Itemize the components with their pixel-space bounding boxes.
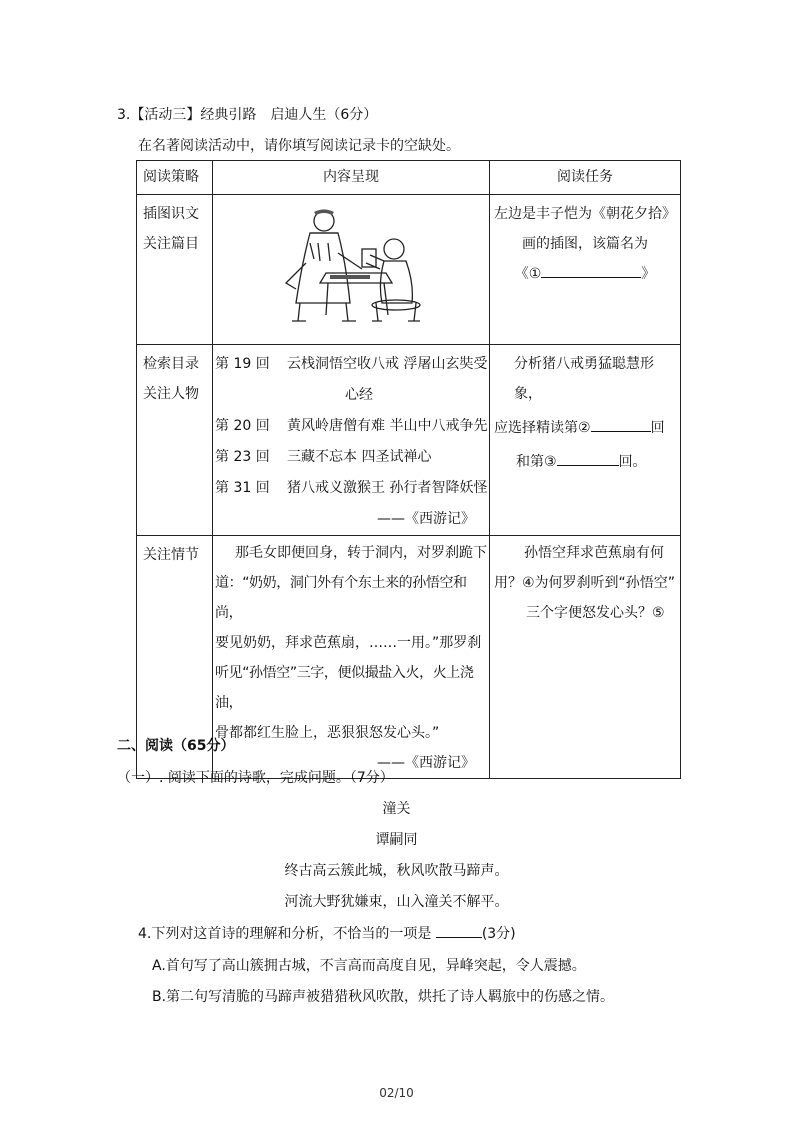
chapter-title: 心经	[345, 387, 373, 403]
task-cell	[490, 345, 681, 536]
question-3-title: 3.【活动三】经典引路 启迪人生（6分）	[117, 107, 378, 123]
task-line: 分析猪八戒勇猛聪慧形象，	[514, 356, 654, 402]
section-2-sub1: （一）. 阅读下面的诗歌，完成问题。（7分）	[117, 770, 394, 786]
answer-blank-2[interactable]	[591, 417, 651, 432]
task-line	[490, 259, 680, 289]
chapter-number: 第 31 回	[215, 480, 270, 496]
list-item	[213, 473, 489, 504]
question-4-score: (3分)	[481, 926, 516, 942]
blank-prefix: 和第③	[516, 454, 557, 470]
answer-blank-3[interactable]	[557, 451, 619, 466]
strategy-line: 插图识文	[143, 206, 199, 222]
list-item	[213, 411, 489, 442]
option-a: A.首句写了高山簇拥古城，不言高而高度自见，异峰突起，令人震撼。	[152, 958, 586, 974]
content-cell	[213, 195, 490, 345]
chapter-title: 黄风岭唐僧有难 半山中八戒争先	[287, 418, 488, 434]
task-line: 用？④为何罗刹听到“孙悟空”	[494, 575, 676, 591]
table-row	[137, 345, 681, 536]
task-cell	[490, 536, 681, 779]
chapter-list	[213, 349, 489, 535]
list-item	[213, 349, 489, 380]
passage-line: 听见“孙悟空”三字，便似撮盐入火，火上浇油，	[215, 665, 474, 711]
task-line: 孙悟空拜求芭蕉扇有何	[524, 545, 664, 561]
blank-suffix: 》	[641, 266, 656, 282]
list-item	[213, 380, 489, 411]
blank-prefix: 应选择精读第②	[494, 420, 591, 436]
strategy-cell: 关注情节	[137, 536, 213, 779]
reading-record-table	[136, 160, 681, 779]
chapter-title: 三藏不忘本 四圣试禅心	[287, 449, 432, 465]
answer-blank-4[interactable]	[436, 923, 482, 938]
poet-name: 谭嗣同	[375, 832, 418, 848]
page-number: 02/10	[379, 1086, 414, 1100]
illustration-image	[266, 203, 436, 333]
question-4-text: 4.下列对这首诗的理解和分析，不恰当的一项是	[138, 926, 432, 942]
task-line: 左边是丰子恺为《朝花夕拾》	[494, 206, 676, 222]
header-strategy: 阅读策略	[137, 161, 213, 195]
poem-line: 河流大野犹嫌束，山入潼关不解平。	[284, 894, 509, 910]
question-3-instruction: 在名著阅读活动中，请你填写阅读记录卡的空缺处。	[138, 138, 460, 154]
content-cell	[213, 536, 490, 779]
task-line: 三个字便怒发心头？⑤	[526, 605, 665, 621]
passage-line: 骨都都红生脸上，恶狠狠怒发心头。”	[215, 725, 440, 741]
passage-line: 道：“奶奶，洞门外有个东土来的孙悟空和尚，	[215, 575, 467, 621]
chapter-number: 第 23 回	[215, 449, 270, 465]
task-line	[490, 447, 680, 477]
passage-line: 要见奶奶，拜求芭蕉扇，……一用。”那罗刹	[215, 635, 482, 651]
strategy-line: 关注人物	[143, 386, 199, 402]
task-line	[490, 413, 680, 443]
content-cell	[213, 345, 490, 536]
chapter-title: 云栈洞悟空收八戒 浮屠山玄奘受	[287, 356, 488, 372]
strategy-line: 关注篇目	[143, 236, 199, 252]
chapter-title: 猪八戒义激猴王 孙行者智降妖怪	[287, 480, 488, 496]
question-4	[138, 923, 516, 943]
source-citation: ——《西游记》	[377, 511, 475, 527]
strategy-cell	[137, 195, 213, 345]
passage	[213, 538, 489, 778]
answer-blank-1[interactable]	[541, 263, 641, 278]
strategy-line: 检索目录	[143, 356, 199, 372]
poem-title: 潼关	[382, 801, 411, 817]
table-row	[137, 195, 681, 345]
strategy-cell	[137, 345, 213, 536]
option-b: B.第二句写清脆的马蹄声被猎猎秋风吹散，烘托了诗人羁旅中的伤感之情。	[152, 989, 615, 1005]
task-line: 画的插图，该篇名为	[522, 236, 648, 252]
chapter-number: 第 19 回	[215, 356, 270, 372]
source-citation: ——《西游记》	[377, 755, 475, 771]
list-item	[213, 442, 489, 473]
passage-line: 那毛女即便回身，转于洞内，对罗刹跪下	[235, 545, 487, 561]
header-content: 内容呈现	[213, 161, 490, 195]
chapter-number	[213, 380, 287, 411]
table-header-row	[137, 161, 681, 195]
chapter-number: 第 20 回	[215, 418, 270, 434]
blank-suffix: 回。	[618, 454, 647, 470]
section-2-title: 二、阅读（65分）	[117, 738, 235, 754]
blank-suffix: 回	[650, 420, 665, 436]
poem-line: 终古高云簇此城，秋风吹散马蹄声。	[284, 863, 509, 879]
blank-prefix: 《①	[514, 266, 542, 282]
header-task: 阅读任务	[490, 161, 681, 195]
task-cell	[490, 195, 681, 345]
